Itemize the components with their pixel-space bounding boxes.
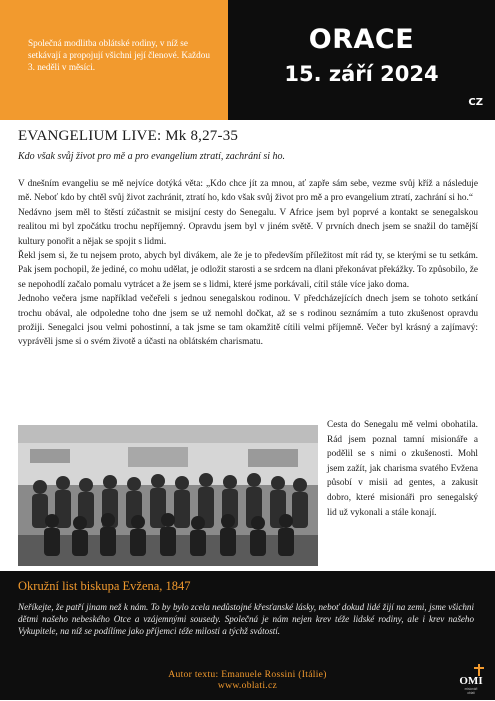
logo-text: OMI [459,675,483,687]
header-intro-panel [0,0,228,120]
paragraph: Řekl jsem si, že tu nejsem proto, abych byl divákem, ale že je to především příležitost mít rád ty, se kterými se tu setkám. Pak jsem pochopil, že jediné, co mohu udělat, je odložit starosti a se srdcem na dlani překonávat překážky. To způsobilo, že se nepohodlí začalo pomalu vytrácet a že jsem se s lidmi, které jsme porkávali, cítil stále více jako doma. [18,251,478,290]
page-date: 15. září 2024 [284,62,439,86]
side-text: Cesta do Senegalu mě velmi obohatila. Rád jsem poznal tamní misionáře a podělil se s nimi o zkušenosti. Mohl jsem zažít, jak charisma svatého Evžena působí v misii ad gentes, a zakusit dobro, které misionáři pro senegalský lid už vykonali a stále konají. [327,420,478,518]
reflection-text [18,177,478,350]
footer [0,571,495,700]
gospel-heading: EVANGELIUM LIVE: Mk 8,27-35 [18,128,239,144]
language-badge: CZ [468,97,483,108]
header-intro-text: Společná modlitba oblátské rodiny, v níž se setkávají a propojují všichni její členové. Každou 3. neděli v měsíci. [28,38,210,72]
svg-text:misionáři: misionáři [464,687,478,691]
gospel-verse: Kdo však svůj život pro mě a pro evangelium ztratí, zachrání si ho. [18,151,286,162]
omi-logo-icon [457,664,487,696]
gospel-section [18,128,478,162]
credit [0,669,495,691]
website-link[interactable]: www.oblati.cz [217,680,278,691]
paragraph: Jednoho večera jsme například večeřeli s jednou senegalskou rodinou. V předcházejících dnech jsem se tohoto setkání trochu obával, ale odpoledne toho dne jsem se už nemohl dočkat, až se s rodinou seznámím a tuto zkušenost opravdu prožiji. Senegalci jsou velmi pohostinní, a tak jsme se tam okamžitě cítili velmi příjemně. Večer byl krásný a zajímavý: vyprávěli jsme si o svém životě a účasti na oblátském charismatu. [18,294,478,348]
letter-text: Neříkejte, že patří jinam než k nám. To by bylo zcela nedůstojné křesťanské lásky, neboť dokud lidé žijí na zemi, jsme všichni dětmi našeho nebeského Otce a vzájemnými sousedy. Společná je nám nejen krev téže lidské rodiny, ale i krev našeho Vykupitele, na níž se podílíme jako příjemci téže milosti a týchž svátostí. [18,602,474,636]
paragraph: V dnešním evangeliu se mě nejvíce dotýká věta: „Kdo chce jít za mnou, ať zapře sám sebe, vezme svůj kříž a následuje mě. Neboť kdo by chtěl svůj život zachránit, ztratí ho, kdo však svůj život pro mě a pro evangelium ztratí, zachrání si ho.“ [18,179,478,204]
omi-logo [457,664,487,696]
group-photo [18,425,318,566]
header [0,0,495,120]
author-credit: Autor textu: Emanuele Rossini (Itálie) [168,669,327,680]
paragraph: Nedávno jsem měl to štěstí zúčastnit se misijní cesty do Senegalu. V Africe jsem byl poprvé a kontakt se senegalskou realitou mi byl zpočátku trochu nepříjemný. Opravdu jsem byl v jiném světě. V prvních dnech jsem se snažil do tamější kultury ponořit a nějak se spojit s lidmi. [18,207,478,247]
group-photo-illustration [18,425,318,566]
svg-text:oblati: oblati [467,691,475,695]
header-title-panel [228,0,495,120]
page-title: ORACE [308,24,415,55]
letter-heading: Okružní list biskupa Evžena, 1847 [18,579,191,593]
